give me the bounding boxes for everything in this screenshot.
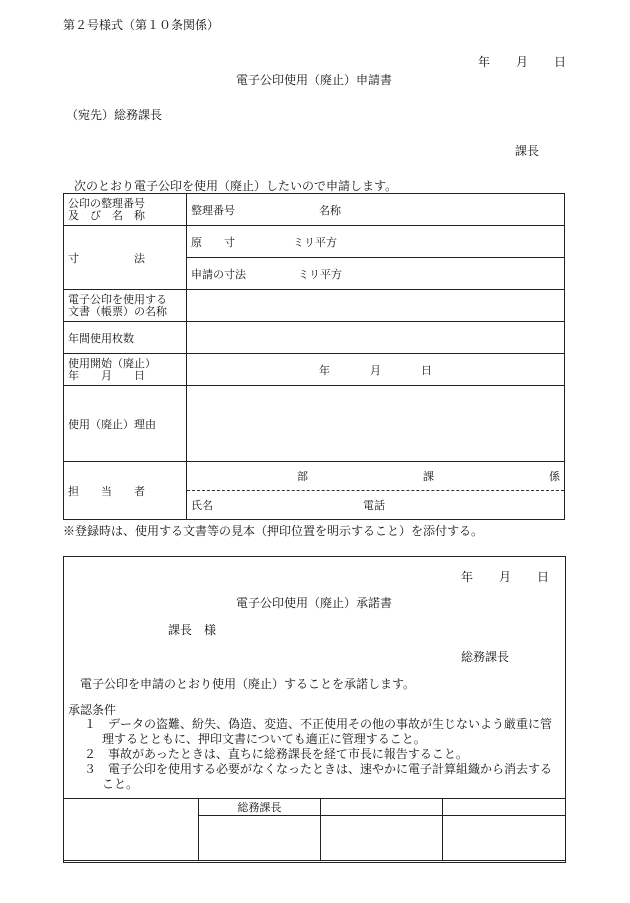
table-row	[64, 194, 565, 226]
condition-item-cont: 理するとともに、押印文書についても適正に管理すること。	[102, 732, 426, 746]
condition-item-cont: こと。	[102, 777, 139, 791]
table-row	[64, 354, 565, 386]
start-date-field[interactable]: 年 月 日	[187, 354, 565, 386]
addressee: （宛先）総務課長	[66, 108, 163, 122]
approval-body: 電子公印を申請のとおり使用（廃止）することを承諾します。	[80, 677, 416, 691]
annual-usage-field[interactable]	[187, 322, 565, 354]
condition-item: ３ 電子公印を使用する必要がなくなったときは、速やかに電子計算組織から消去する	[84, 762, 553, 776]
reason-field[interactable]	[187, 386, 565, 462]
table-row	[64, 799, 566, 816]
row-label-annual-usage: 年間使用枚数	[64, 322, 187, 354]
row-label-start-date: 使用開始（廃止） 年 月 日	[64, 354, 187, 386]
applicant-section: 課長	[515, 144, 540, 158]
table-row	[64, 290, 565, 322]
condition-item: １ データの盗難、紛失、偽造、変造、不正使用その他の事故が生じないよう厳重に管	[84, 717, 553, 731]
approval-recipient: 課長 様	[168, 623, 217, 637]
document-name-field[interactable]	[187, 290, 565, 322]
row-label-seal-id: 公印の整理番号 及 び 名 称	[64, 194, 187, 226]
table-row	[64, 226, 565, 258]
table-row	[64, 462, 565, 520]
application-table	[63, 193, 565, 520]
department-line[interactable]: 部 課 係	[297, 470, 560, 483]
condition-item: ２ 事故があったときは、直ちに総務課長を経て市長に報告すること。	[84, 747, 468, 761]
form-number: 第２号様式（第１０条関係）	[63, 18, 220, 32]
stamp-cell[interactable]	[199, 816, 321, 861]
approval-stamp-table	[63, 798, 566, 861]
name-phone-line[interactable]: 氏名 電話	[187, 490, 564, 519]
stamp-cell[interactable]	[443, 816, 566, 861]
person-in-charge-cell	[187, 462, 565, 520]
row-label-person-in-charge: 担 当 者	[64, 462, 187, 520]
original-size-field[interactable]: 原 寸 ミリ平方	[187, 226, 565, 258]
conditions-list	[84, 717, 552, 792]
row-label-size: 寸 法	[64, 226, 187, 290]
attachment-note: ※登録時は、使用する文書等の見本（押印位置を明示すること）を添付する。	[63, 524, 484, 538]
stamp-header-blank	[443, 799, 566, 816]
approval-section	[63, 556, 566, 863]
stamp-cell-blank[interactable]	[64, 799, 199, 861]
row-label-reason: 使用（廃止）理由	[64, 386, 187, 462]
requested-size-field[interactable]: 申請の寸法 ミリ平方	[187, 258, 565, 290]
table-row	[64, 386, 565, 462]
stamp-cell[interactable]	[321, 816, 443, 861]
stamp-header-blank	[321, 799, 443, 816]
stamp-header-general-affairs: 総務課長	[199, 799, 321, 816]
application-date: 年 月 日	[478, 55, 567, 69]
approval-issuer: 総務課長	[461, 650, 510, 664]
page-title: 電子公印使用（廃止）申請書	[236, 73, 393, 87]
conditions-title: 承認条件	[68, 703, 117, 717]
row-label-document-name: 電子公印を使用する 文書（帳票）の名称	[64, 290, 187, 322]
intro-text: 次のとおり電子公印を使用（廃止）したいので申請します。	[74, 179, 398, 193]
seal-id-field[interactable]: 整理番号 名称	[187, 194, 565, 226]
table-row	[64, 322, 565, 354]
approval-date: 年 月 日	[461, 570, 550, 584]
approval-title: 電子公印使用（廃止）承諾書	[236, 596, 393, 610]
